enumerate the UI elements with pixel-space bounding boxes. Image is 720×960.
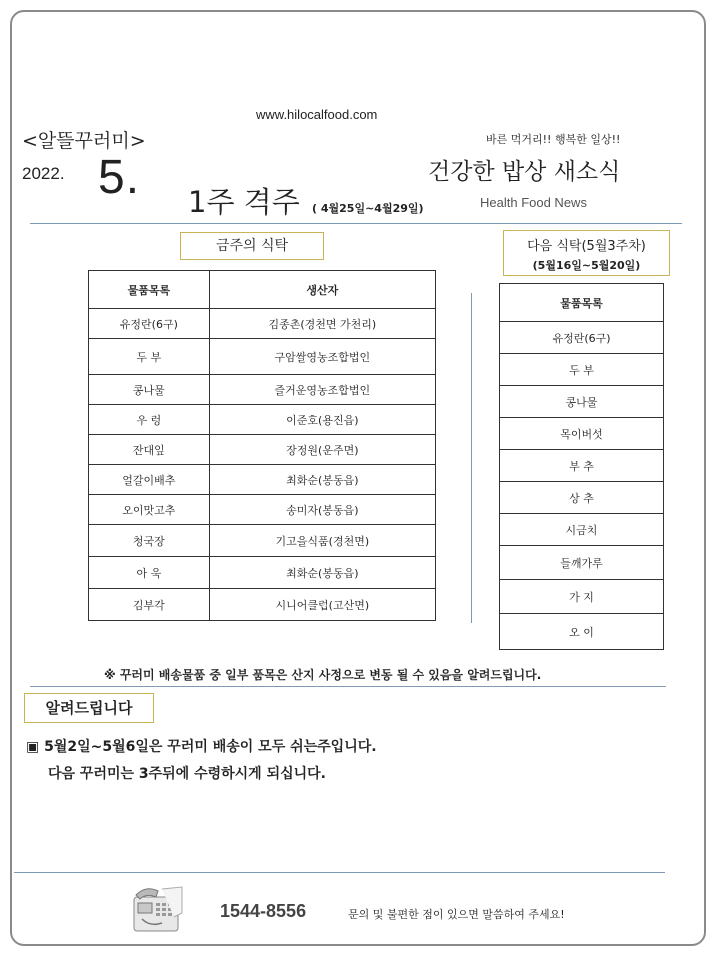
telephone-icon (132, 883, 184, 935)
brand-name: <알뜰꾸러미> (22, 130, 146, 152)
table-row (500, 386, 664, 418)
item-cell: 두 부 (89, 339, 210, 375)
table-row (500, 514, 664, 546)
footer-divider (14, 872, 665, 873)
next-item-cell: 들깨가루 (500, 546, 664, 580)
notice-divider (30, 686, 666, 687)
table-row (89, 589, 436, 621)
item-cell: 청국장 (89, 525, 210, 557)
this-week-table (88, 270, 436, 621)
producer-cell: 최화순(봉동읍) (209, 557, 435, 589)
next-item-cell: 오 이 (500, 614, 664, 650)
item-cell: 우 렁 (89, 405, 210, 435)
producer-cell: 구암쌀영농조합법인 (209, 339, 435, 375)
next-item-cell: 목이버섯 (500, 418, 664, 450)
notice-text: ※ 꾸러미 배송물품 중 일부 품목은 산지 사정으로 변동 될 수 있음을 알려드립니다. (104, 668, 542, 682)
next-week-label-box (503, 230, 670, 276)
item-cell: 아 욱 (89, 557, 210, 589)
producer-cell: 장정원(운주면) (209, 435, 435, 465)
issue-year: 2022. (22, 164, 65, 183)
issue-week: 1주 격주 (188, 185, 300, 219)
table-row (500, 418, 664, 450)
table-row (500, 614, 664, 650)
table-row (89, 309, 436, 339)
table-row (89, 495, 436, 525)
table-row (89, 339, 436, 375)
next-week-table (499, 283, 664, 650)
announcement-line-1: ▣ 5월2일~5월6일은 꾸러미 배송이 모두 쉬는주입니다. (26, 739, 377, 755)
column-header-next-item: 물품목록 (500, 284, 664, 322)
column-divider (471, 293, 472, 623)
item-cell: 유정란(6구) (89, 309, 210, 339)
next-item-cell: 부 추 (500, 450, 664, 482)
producer-cell: 송미자(봉동읍) (209, 495, 435, 525)
issue-period: ( 4월25일~4월29일) (312, 202, 424, 215)
header-divider (30, 223, 682, 224)
producer-cell: 이준호(용진읍) (209, 405, 435, 435)
table-row (89, 435, 436, 465)
column-header-producer: 생산자 (209, 271, 435, 309)
table-row (89, 557, 436, 589)
website-url[interactable]: www.hilocalfood.com (256, 107, 378, 122)
table-row (89, 405, 436, 435)
table-row (500, 450, 664, 482)
next-item-cell: 시금치 (500, 514, 664, 546)
newsletter-subtitle: Health Food News (480, 195, 587, 210)
next-item-cell: 유정란(6구) (500, 322, 664, 354)
announcement-title: 알려드립니다 (24, 693, 154, 723)
producer-cell: 즐거운영농조합법인 (209, 375, 435, 405)
producer-cell: 시니어클럽(고산면) (209, 589, 435, 621)
next-item-cell: 상 추 (500, 482, 664, 514)
table-row (89, 375, 436, 405)
table-row (89, 465, 436, 495)
producer-cell: 최화순(봉동읍) (209, 465, 435, 495)
slogan: 바른 먹거리!! 행복한 일상!! (486, 133, 621, 146)
item-cell: 콩나물 (89, 375, 210, 405)
item-cell: 김부각 (89, 589, 210, 621)
issue-month: 5. (98, 151, 141, 204)
producer-cell: 기고을식품(경천면) (209, 525, 435, 557)
table-row (500, 354, 664, 386)
table-row (500, 482, 664, 514)
table-row (500, 546, 664, 580)
contact-text: 문의 및 불편한 점이 있으면 말씀하여 주세요! (348, 908, 565, 921)
producer-cell: 김종촌(경천면 가천리) (209, 309, 435, 339)
phone-number[interactable]: 1544-8556 (220, 901, 307, 921)
next-week-label: 다음 식탁(5월3주차) (527, 239, 646, 254)
table-row (89, 525, 436, 557)
next-item-cell: 두 부 (500, 354, 664, 386)
table-row (500, 322, 664, 354)
newsletter-title: 건강한 밥상 새소식 (428, 159, 621, 185)
announcement-line-2: 다음 꾸러미는 3주뒤에 수령하시게 되십니다. (48, 766, 326, 782)
item-cell: 오이맛고추 (89, 495, 210, 525)
table-row (500, 580, 664, 614)
item-cell: 잔대잎 (89, 435, 210, 465)
next-week-period: (5월16일~5월20일) (532, 259, 641, 272)
next-item-cell: 가 지 (500, 580, 664, 614)
column-header-item: 물품목록 (89, 271, 210, 309)
next-item-cell: 콩나물 (500, 386, 664, 418)
this-week-label: 금주의 식탁 (180, 232, 324, 260)
item-cell: 얼갈이배추 (89, 465, 210, 495)
